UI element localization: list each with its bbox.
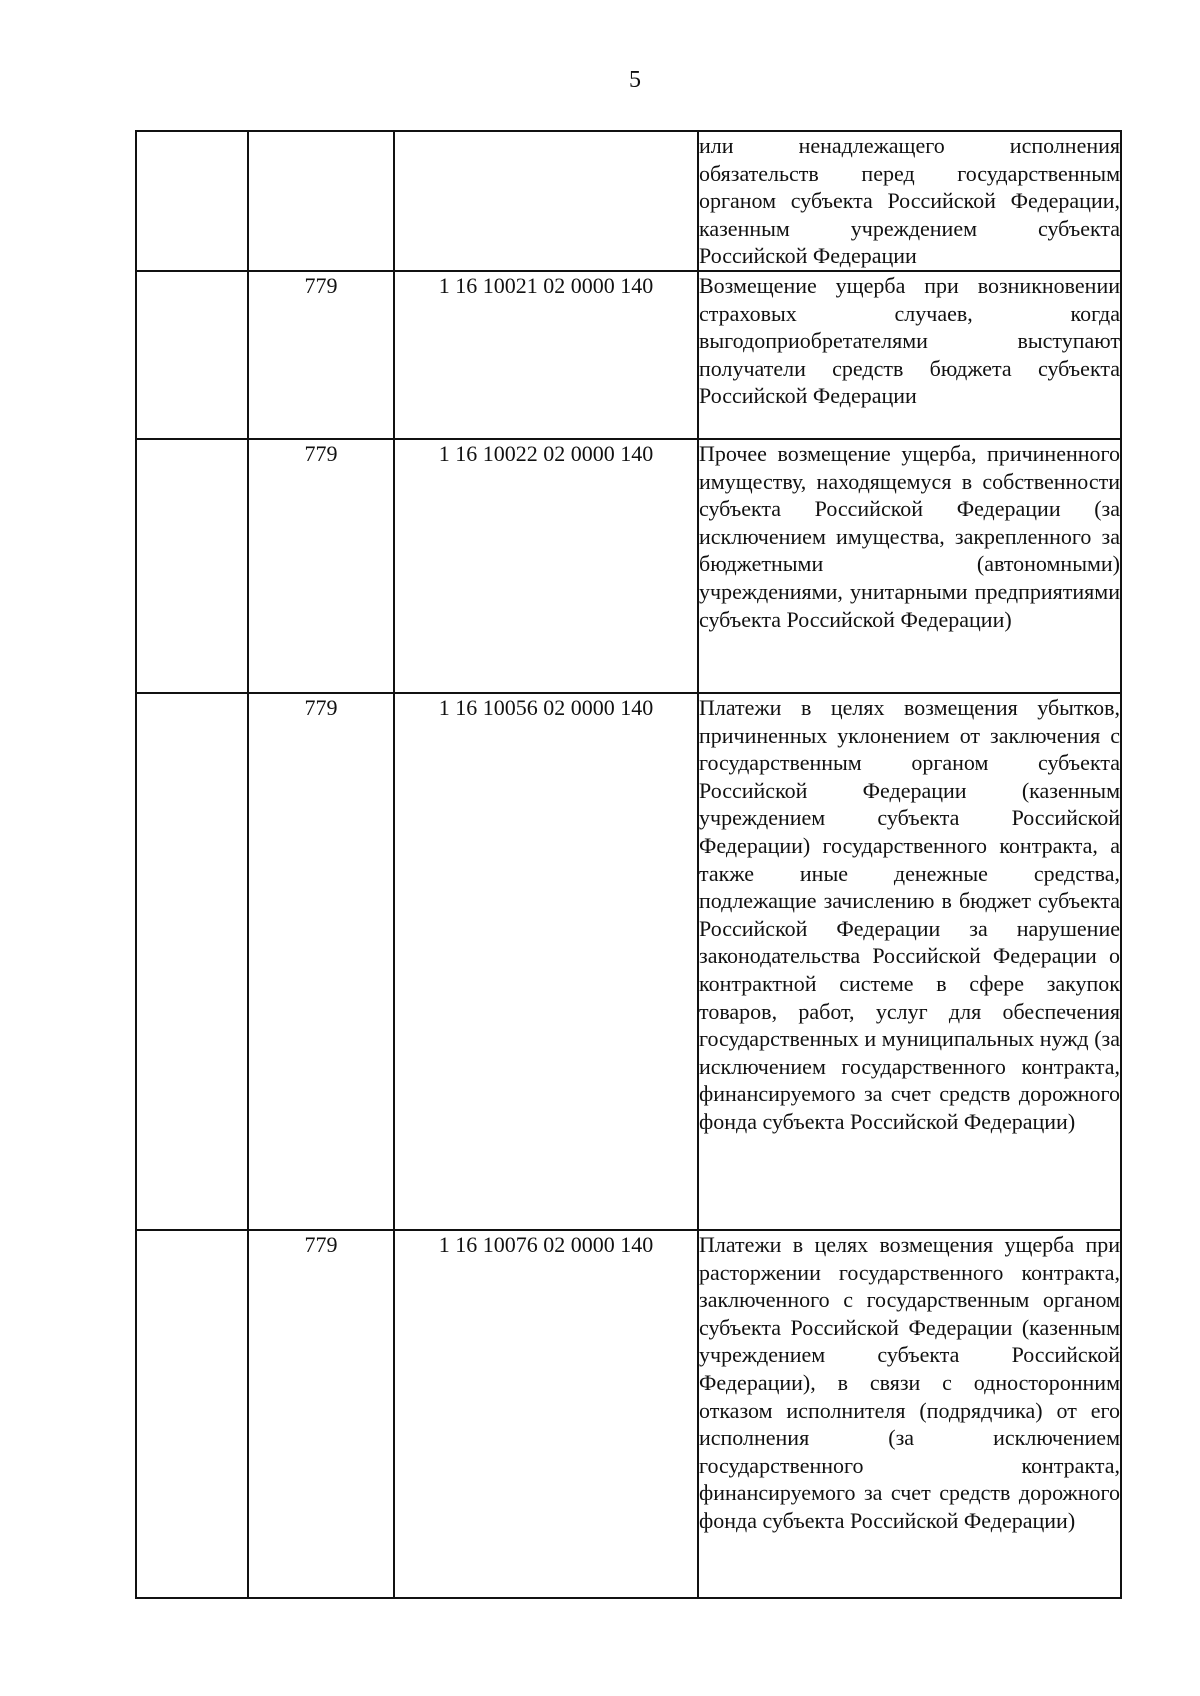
table-row: [136, 131, 1121, 271]
admin-code-cell: 779: [248, 439, 394, 693]
row-index-cell: [136, 693, 248, 1230]
admin-code-cell: [248, 131, 394, 271]
kbk-code-cell: 1 16 10076 02 0000 140: [394, 1230, 698, 1598]
description-text: Платежи в целях возмещения ущерба при расторжении государственного контракта, заключенного с государственным органом субъекта Российской Федерации (казенным учреждением субъекта Российской Федерации), в связи с односторонним отказом исполнителя (подрядчика) от его исполнения (за исключением государственного контракта, финансируемого за счет средств дорожного фонда субъекта Российской Федерации): [699, 1232, 1120, 1533]
description-cell: [698, 131, 1121, 271]
page-number: 5: [629, 67, 641, 93]
row-index-cell: [136, 271, 248, 439]
description-cell: [698, 1230, 1121, 1598]
description-text: Прочее возмещение ущерба, причиненного имуществу, находящемуся в собственности субъекта Российской Федерации (за исключением имущества, закрепленного за бюджетными (автономными) учреждениями, унитарными предприятиями субъекта Российской Федерации): [699, 441, 1120, 632]
row-index-cell: [136, 439, 248, 693]
table-row: [136, 693, 1121, 1230]
description-text: Возмещение ущерба при возникновении страховых случаев, когда выгодоприобретателями выступают получатели средств бюджета субъекта Российской Федерации: [699, 273, 1120, 409]
description-cell: [698, 693, 1121, 1230]
table-row: [136, 271, 1121, 439]
row-index-cell: [136, 131, 248, 271]
description-cell: [698, 439, 1121, 693]
admin-code-cell: 779: [248, 693, 394, 1230]
kbk-code-cell: 1 16 10056 02 0000 140: [394, 693, 698, 1230]
row-index-cell: [136, 1230, 248, 1598]
description-text: или ненадлежащего исполнения обязательств перед государственным органом субъекта Российской Федерации, казенным учреждением субъекта Российской Федерации: [699, 133, 1120, 269]
description-cell: [698, 271, 1121, 439]
description-text: Платежи в целях возмещения убытков, причиненных уклонением от заключения с государственным органом субъекта Российской Федерации (казенным учреждением субъекта Российской Федерации) государственного контракта, а также иные денежные средства, подлежащие зачислению в бюджет субъекта Российской Федерации за нарушение законодательства Российской Федерации о контрактной системе в сфере закупок товаров, работ, услуг для обеспечения государственных и муниципальных нужд (за исключением государственного контракта, финансируемого за счет средств дорожного фонда субъекта Российской Федерации): [699, 695, 1120, 1134]
kbk-code-cell: 1 16 10022 02 0000 140: [394, 439, 698, 693]
revenue-codes-table: [135, 130, 1122, 1599]
table-row: [136, 1230, 1121, 1598]
admin-code-cell: 779: [248, 271, 394, 439]
kbk-code-cell: [394, 131, 698, 271]
admin-code-cell: 779: [248, 1230, 394, 1598]
table-row: [136, 439, 1121, 693]
kbk-code-cell: 1 16 10021 02 0000 140: [394, 271, 698, 439]
